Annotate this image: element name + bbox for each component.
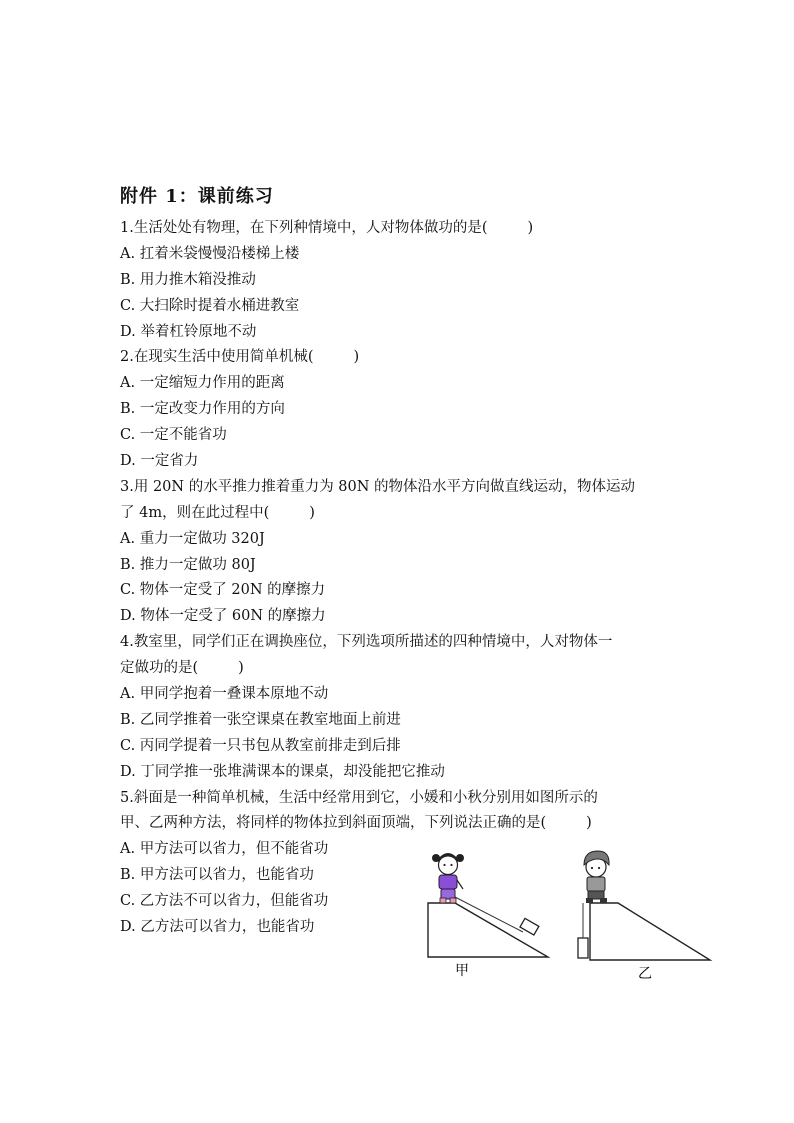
question-2-stem: 2.在现实生活中使用简单机械( ) (120, 349, 360, 366)
incline-yi (578, 851, 710, 982)
question-4-option-d: D. 丁同学推一张堆满课本的课桌，却没能把它推动 (120, 763, 445, 780)
question-5-option-a: A. 甲方法可以省力，但不能省功 (120, 841, 329, 858)
incline-jia (428, 853, 548, 979)
question-2-option-d: D. 一定省力 (120, 453, 199, 470)
question-2-option-c: C. 一定不能省功 (120, 427, 227, 444)
question-list (120, 216, 680, 941)
question-1-stem: 1.生活处处有物理，在下列种情境中，人对物体做功的是( ) (120, 220, 534, 236)
question-4-stem-line-2: 定做功的是( ) (120, 660, 244, 677)
question-5-option-b: B. 甲方法可以省力，也能省功 (120, 867, 314, 884)
question-1-option-c: C. 大扫除时提着水桶进教室 (120, 297, 300, 314)
boy-figure (584, 851, 609, 903)
question-3-stem-line-2: 了 4m，则在此过程中( ) (120, 504, 315, 521)
question-2-option-a: A. 一定缩短力作用的距离 (120, 375, 285, 392)
question-1-option-a: A. 扛着米袋慢慢沿楼梯上楼 (120, 245, 300, 262)
question-4-stem-line-1: 4.教室里，同学们正在调换座位，下列选项所描述的四种情境中，人对物体一 (120, 634, 613, 651)
question-4-option-c: C. 丙同学提着一只书包从教室前排走到后排 (120, 737, 401, 754)
question-5-stem-line-2: 甲、乙两种方法，将同样的物体拉到斜面顶端，下列说法正确的是( ) (120, 815, 592, 832)
question-3-option-a: A. 重力一定做功 320J (120, 530, 265, 547)
question-3-option-c: C. 物体一定受了 20N 的摩擦力 (120, 582, 326, 599)
question-1-option-d: D. 举着杠铃原地不动 (120, 323, 257, 340)
question-3-option-d: D. 物体一定受了 60N 的摩擦力 (120, 608, 326, 625)
page-title: 附件 1：课前练习 (120, 186, 274, 207)
inclined-plane-figure (410, 845, 720, 985)
question-1-option-b: B. 用力推木箱没推动 (120, 271, 256, 288)
question-5-stem-line-1: 5.斜面是一种简单机械，生活中经常用到它，小媛和小秋分别用如图所示的 (120, 789, 598, 806)
girl-figure (432, 853, 464, 903)
question-3-stem-line-1: 3.用 20N 的水平推力推着重力为 80N 的物体沿水平方向做直线运动，物体运动 (120, 478, 636, 495)
question-4-option-b: B. 乙同学推着一张空课桌在教室地面上前进 (120, 711, 401, 728)
question-5-option-d: D. 乙方法可以省力，也能省功 (120, 919, 315, 936)
figure-label-jia: 甲 (455, 963, 469, 979)
question-5-option-c: C. 乙方法不可以省力，但能省功 (120, 893, 329, 910)
figure-label-yi: 乙 (638, 966, 652, 982)
question-4-option-a: A. 甲同学抱着一叠课本原地不动 (120, 686, 329, 703)
question-2-option-b: B. 一定改变力作用的方向 (120, 401, 285, 418)
question-3-option-b: B. 推力一定做功 80J (120, 556, 256, 573)
